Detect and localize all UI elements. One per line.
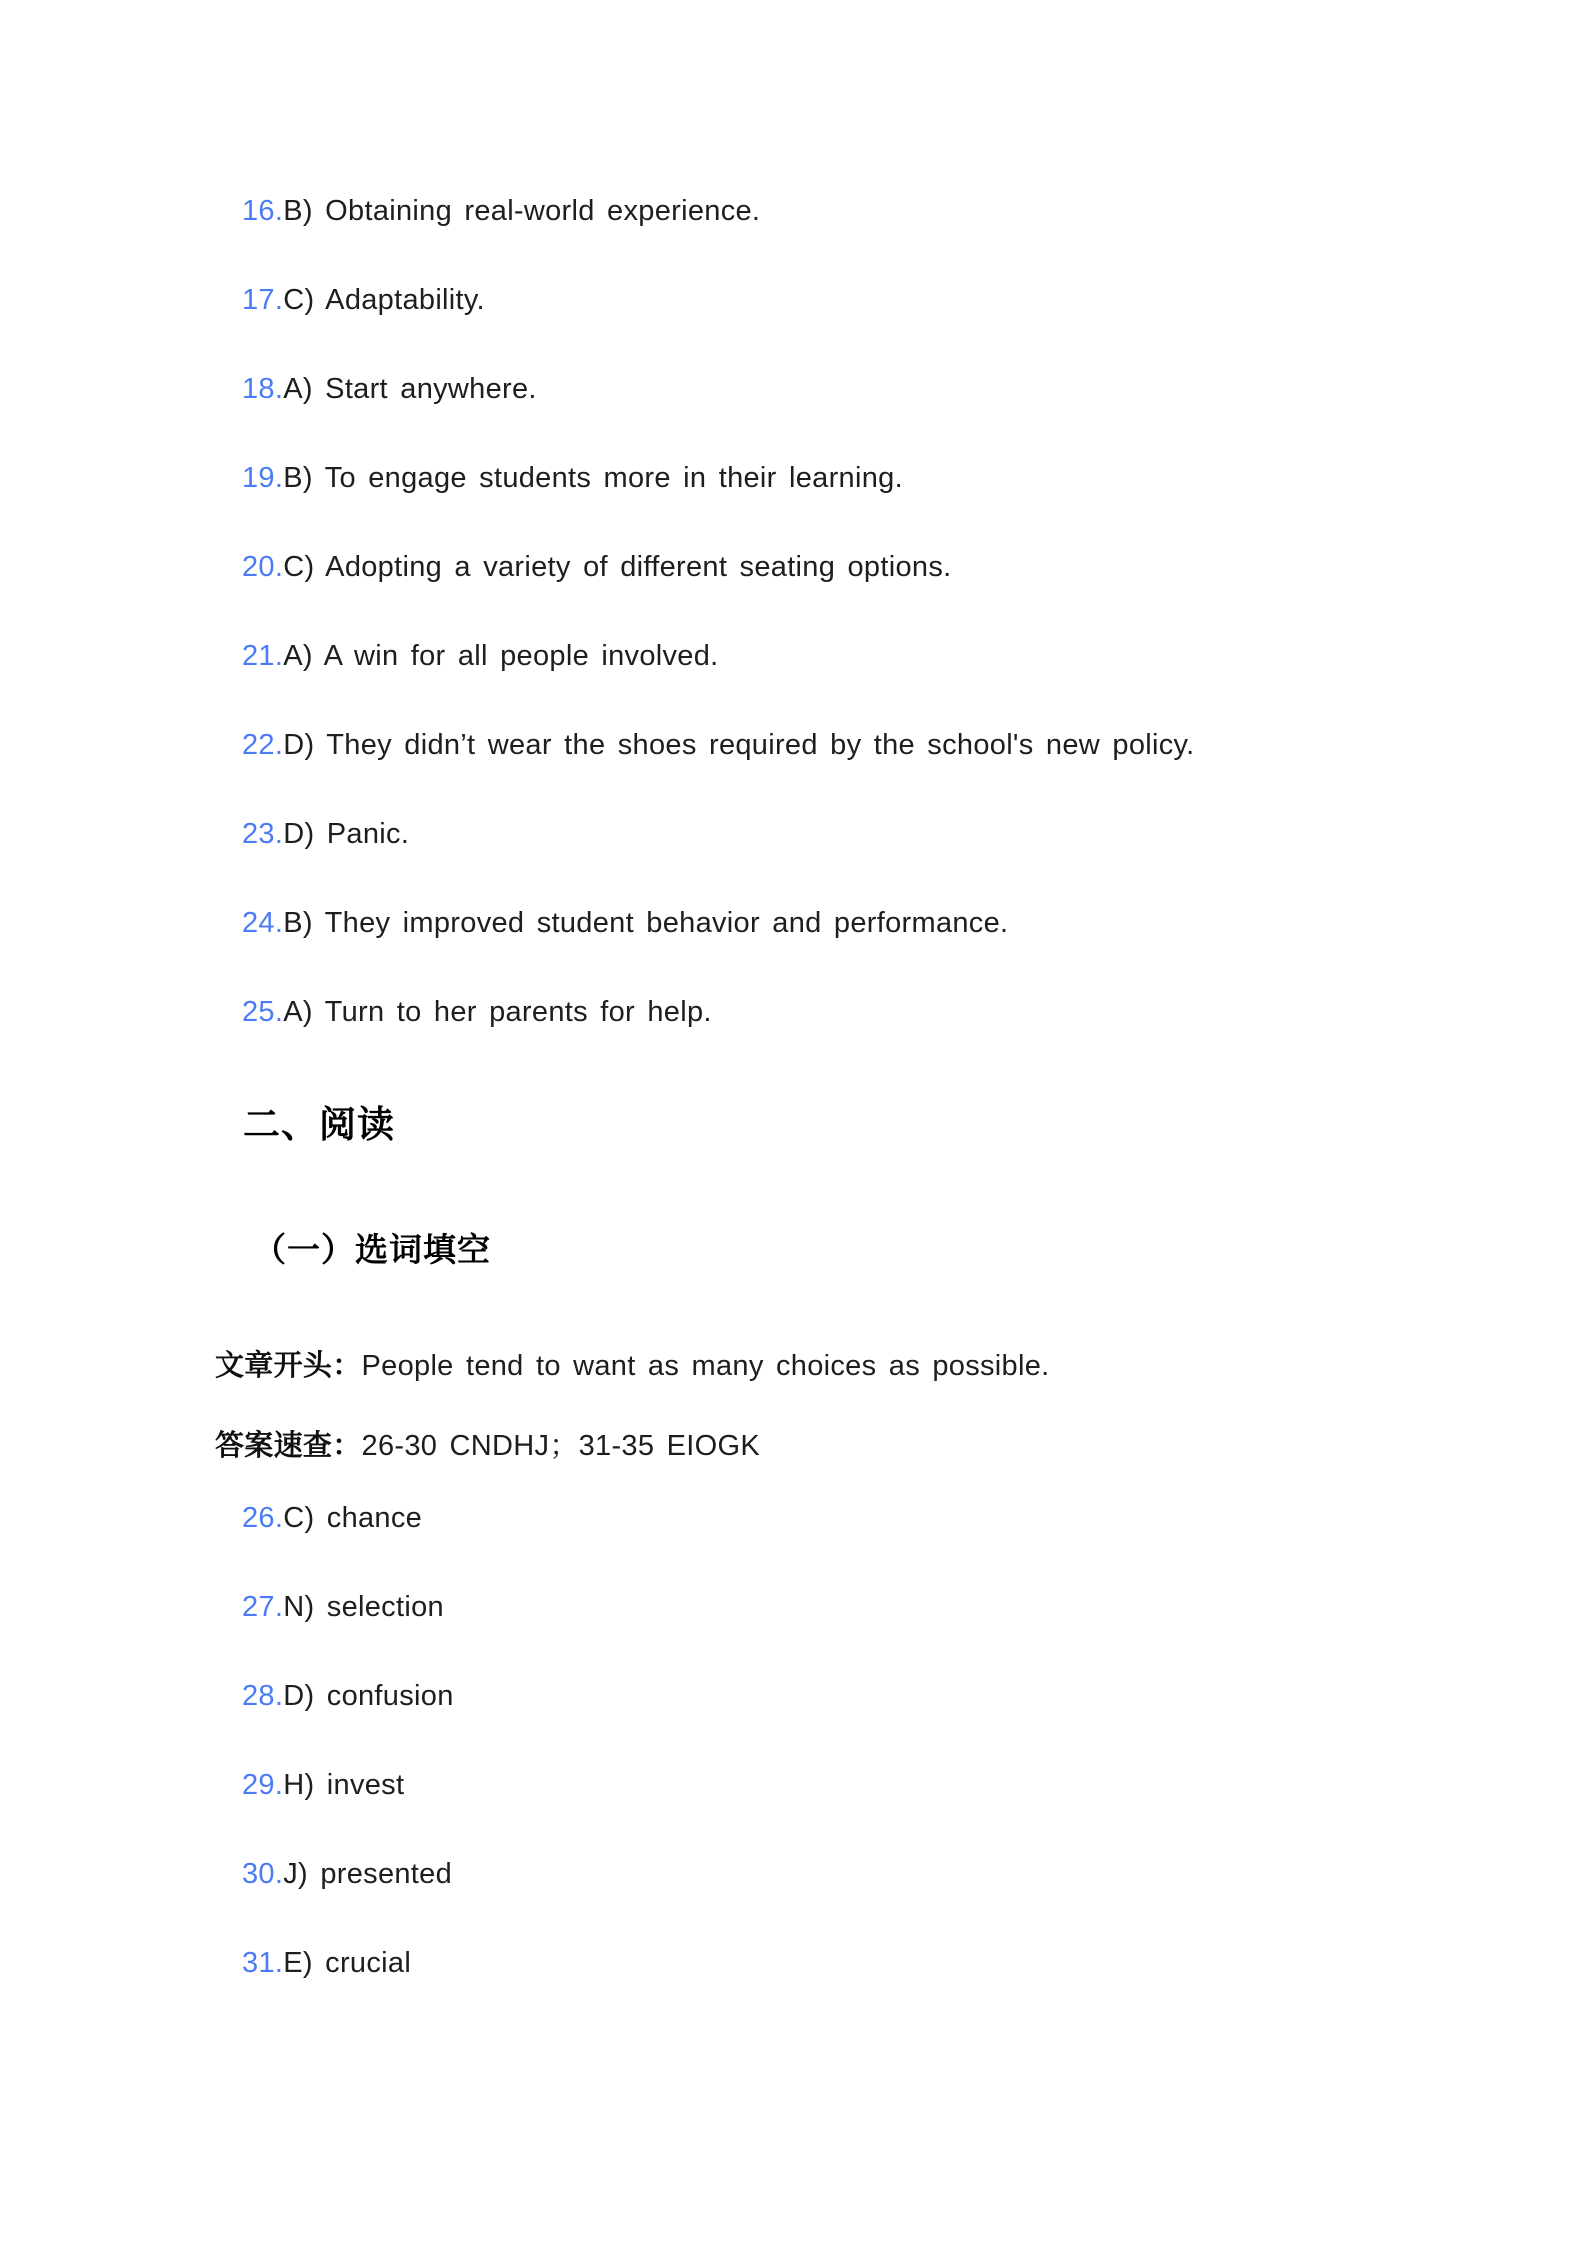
answer-number: 20.	[242, 551, 284, 583]
listening-answers-list	[215, 195, 1477, 1029]
answer-text: H) invest	[283, 1769, 405, 1801]
passage-opening-line	[215, 1350, 1477, 1383]
passage-opening-text: People tend to want as many choices as possible.	[361, 1350, 1050, 1382]
answer-line	[215, 640, 1477, 673]
section-title-reading: 二、阅读	[243, 1104, 395, 1145]
answer-text: C) chance	[283, 1502, 423, 1534]
answer-text: D) confusion	[283, 1680, 454, 1712]
subsection-title-word-fill: （一）选词填空	[253, 1231, 491, 1268]
answer-line	[215, 1680, 1477, 1713]
answer-text: E) crucial	[283, 1947, 412, 1979]
answer-quickcheck-text: 26-30 CNDHJ；31-35 EIOGK	[361, 1430, 760, 1462]
answer-text: N) selection	[283, 1591, 444, 1623]
answer-text: D) They didn’t wear the shoes required by the school's new policy.	[283, 729, 1195, 761]
answer-number: 17.	[242, 284, 284, 316]
answer-text: C) Adaptability.	[283, 284, 485, 316]
answer-text: C) Adopting a variety of different seating options.	[283, 551, 952, 583]
answer-text: J) presented	[283, 1858, 453, 1890]
answer-number: 30.	[242, 1858, 284, 1890]
answer-line	[215, 1947, 1477, 1980]
answer-text: A) Turn to her parents for help.	[283, 996, 712, 1028]
answer-line	[215, 907, 1477, 940]
answer-line	[215, 373, 1477, 406]
answer-number: 29.	[242, 1769, 284, 1801]
answer-number: 26.	[242, 1502, 284, 1534]
answer-line	[215, 462, 1477, 495]
answer-number: 18.	[242, 373, 284, 405]
answer-number: 27.	[242, 1591, 284, 1623]
answer-number: 16.	[242, 195, 284, 227]
answer-text: A) Start anywhere.	[283, 373, 537, 405]
answer-number: 19.	[242, 462, 284, 494]
answer-quickcheck-label: 答案速查：	[215, 1430, 362, 1462]
answer-text: B) Obtaining real-world experience.	[283, 195, 761, 227]
answer-line	[215, 818, 1477, 851]
answer-line	[215, 996, 1477, 1029]
answer-line	[215, 1591, 1477, 1624]
answer-number: 22.	[242, 729, 284, 761]
page-content	[215, 195, 1477, 1980]
answer-text: B) To engage students more in their learning.	[283, 462, 903, 494]
passage-opening-label: 文章开头：	[215, 1350, 362, 1382]
answer-text: D) Panic.	[283, 818, 410, 850]
answer-line	[215, 551, 1477, 584]
answer-text: A) A win for all people involved.	[283, 640, 719, 672]
answer-line	[215, 1858, 1477, 1891]
answer-text: B) They improved student behavior and performance.	[283, 907, 1009, 939]
answer-number: 25.	[242, 996, 284, 1028]
answer-line	[215, 729, 1477, 762]
answer-number: 24.	[242, 907, 284, 939]
answer-number: 23.	[242, 818, 284, 850]
answer-number: 21.	[242, 640, 284, 672]
answer-quickcheck-line	[215, 1430, 1477, 1463]
answer-number: 31.	[242, 1947, 284, 1979]
answer-line	[215, 284, 1477, 317]
answer-number: 28.	[242, 1680, 284, 1712]
answer-line	[215, 1769, 1477, 1802]
cloze-answers-list	[215, 1502, 1477, 1980]
answer-line	[215, 1502, 1477, 1535]
answer-line	[215, 195, 1477, 228]
